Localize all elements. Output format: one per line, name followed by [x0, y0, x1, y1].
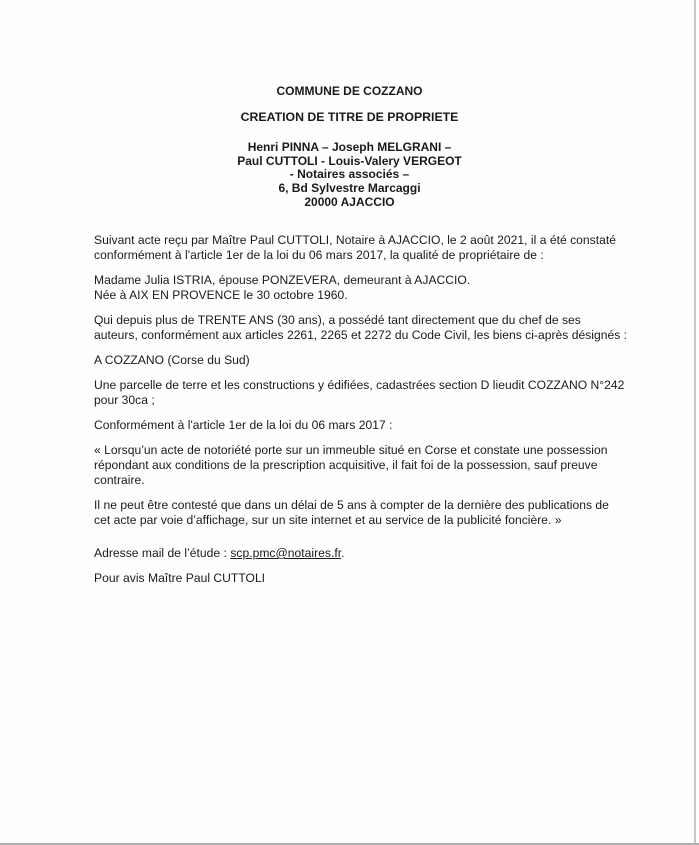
- notaries-line-1: Henri PINNA – Joseph MELGRANI –: [247, 140, 452, 154]
- quote-line-2: répondant aux conditions de la prescription acquisitive, il fait foi de la possession, sauf preuve: [94, 458, 598, 472]
- commune-heading: COMMUNE DE COZZANO: [276, 84, 423, 98]
- signature-line: Pour avis Maître Paul CUTTOLI: [94, 571, 266, 585]
- location-line: A COZZANO (Corse du Sud): [94, 353, 250, 367]
- email-suffix: .: [341, 546, 345, 560]
- possession-line-2: auteurs, conformément aux articles 2261, 2265 et 2272 du Code Civil, les biens ci-après désignés :: [94, 328, 628, 342]
- possession-line-1: Qui depuis plus de TRENTE ANS (30 ans), a possédé tant directement que du chef de ses: [94, 313, 581, 327]
- owner-line-1: Madame Julia ISTRIA, épouse PONZEVERA, demeurant à AJACCIO.: [94, 273, 471, 287]
- intro-line-1: Suivant acte reçu par Maître Paul CUTTOLI, Notaire à AJACCIO, le 2 août 2021, il a été constaté: [94, 233, 616, 247]
- law-reference-line: Conformément à l'article 1er de la loi du 06 mars 2017 :: [94, 418, 393, 432]
- intro-line-2: conformément à l'article 1er de la loi du 06 mars 2017, la qualité de propriétaire de :: [94, 248, 544, 262]
- parcel-line-2: pour 30ca ;: [94, 393, 155, 407]
- contest-line-1: Il ne peut être contesté que dans un délai de 5 ans à compter de la dernière des publications de: [94, 498, 609, 512]
- office-address-city: 20000 AJACCIO: [304, 195, 395, 209]
- notaries-line-2: Paul CUTTOLI - Louis-Valery VERGEOT: [237, 154, 462, 168]
- owner-line-2: Née à AIX EN PROVENCE le 30 octobre 1960.: [94, 288, 348, 302]
- email-line: [94, 546, 345, 560]
- parcel-line-1: Une parcelle de terre et les constructions y édifiées, cadastrées section D lieudit COZZANO N°242: [94, 378, 625, 392]
- quote-line-3: contraire.: [94, 473, 145, 487]
- email-link[interactable]: scp.pmc@notaires.fr: [230, 546, 342, 560]
- contest-line-2: cet acte par voie d’affichage, sur un site internet et au service de la publicité foncière. »: [94, 513, 562, 527]
- quote-line-1: « Lorsqu’un acte de notoriété porte sur un immeuble situé en Corse et constate une possession: [94, 443, 608, 457]
- document-title: CREATION DE TITRE DE PROPRIETE: [240, 110, 459, 124]
- page-edge-right: [694, 0, 696, 845]
- notaries-role: - Notaires associés –: [289, 167, 410, 181]
- office-address-street: 6, Bd Sylvestre Marcaggi: [278, 181, 421, 195]
- email-label: Adresse mail de l’étude :: [94, 546, 231, 560]
